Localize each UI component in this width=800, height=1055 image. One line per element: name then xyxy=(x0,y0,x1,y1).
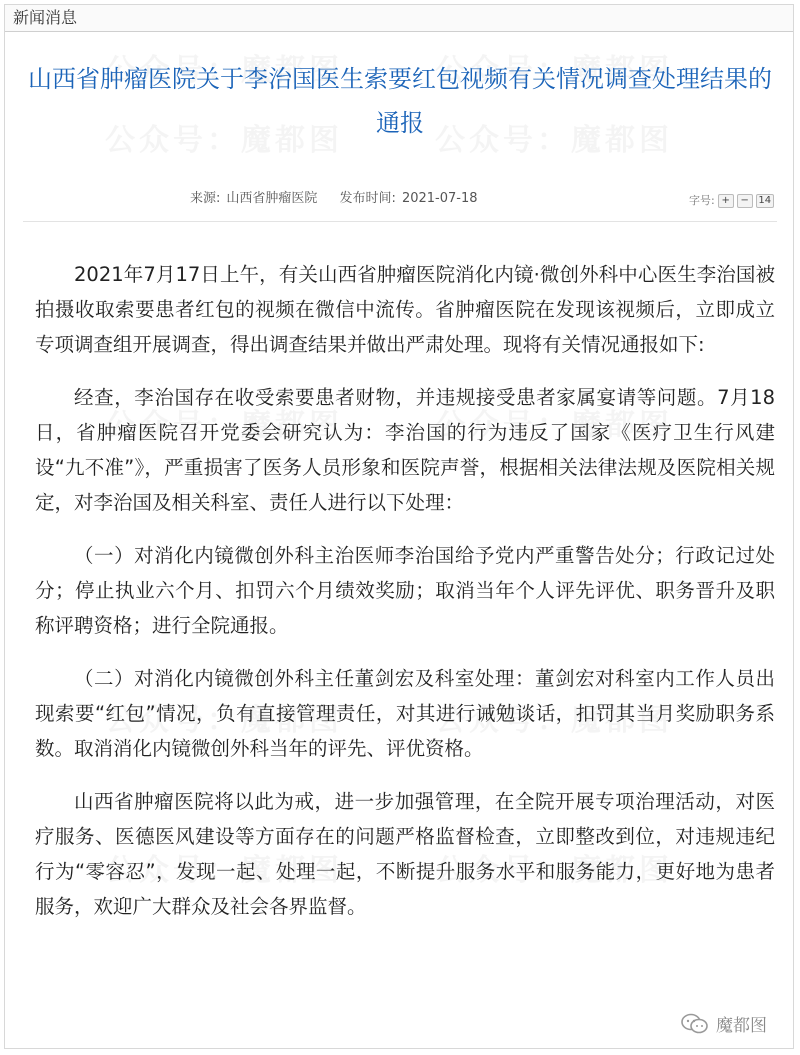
publish-label: 发布时间: xyxy=(339,191,396,206)
font-size-label: 字号: xyxy=(689,194,715,207)
font-size-value[interactable]: 14 xyxy=(756,194,774,208)
article-title: 山西省肿瘤医院关于李治国医生索要红包视频有关情况调查处理结果的通报 xyxy=(28,65,772,137)
font-decrease-button[interactable]: − xyxy=(737,194,753,208)
article-meta xyxy=(190,189,610,209)
font-increase-button[interactable]: + xyxy=(718,194,734,208)
source-label: 来源: xyxy=(190,191,221,206)
paragraph: 2021年7月17日上午，有关山西省肿瘤医院消化内镜·微创外科中心医生李治国被拍摄收取索要患者红包的视频在微信中流传。省肿瘤医院在发现该视频后，立即成立专项调查组开展调查，得出调查结果并做出严肃处理。现将有关情况通报如下: xyxy=(35,263,775,356)
font-size-control xyxy=(689,193,774,209)
paragraph: （一）对消化内镜微创外科主治医师李治国给予党内严重警告处分；行政记过处分；停止执业六个月、扣罚六个月绩效奖励；取消当年个人评先评优、职务晋升及职称评聘资格；进行全院通报。 xyxy=(35,544,775,637)
paragraph: （二）对消化内镜微创外科主任董剑宏及科室处理：董剑宏对科室内工作人员出现索要“红包”情况，负有直接管理责任，对其进行诫勉谈话，扣罚其当月奖励职务系数。取消消化内镜微创外科当年的评先、评优资格。 xyxy=(35,667,775,760)
footer-brand xyxy=(680,1011,767,1036)
section-tab-bar xyxy=(5,5,793,32)
footer-brand-text: 魔都图 xyxy=(716,1016,767,1036)
divider xyxy=(23,221,777,222)
paragraph: 山西省肿瘤医院将以此为戒，进一步加强管理，在全院开展专项治理活动，对医疗服务、医德医风建设等方面存在的问题严格监督检查，立即整改到位，对违规违纪行为“零容忍”，发现一起、处理一起，不断提升服务水平和服务能力，更好地为患者服务，欢迎广大群众及社会各界监督。 xyxy=(35,790,775,918)
publish-date: 2021-07-18 xyxy=(401,191,478,206)
paragraph: 经查，李治国存在收受索要患者财物，并违规接受患者家属宴请等问题。7月18日，省肿瘤医院召开党委会研究认为：李治国的行为违反了国家《医疗卫生行风建设“九不准”》，严重损害了医务人员形象和医院声誉，根据相关法律法规及医院相关规定，对李治国及相关科室、责任人进行以下处理： xyxy=(35,386,775,514)
article-frame xyxy=(4,4,794,1049)
source-value: 山西省肿瘤医院 xyxy=(226,191,318,206)
wechat-icon xyxy=(680,1013,710,1035)
article-body xyxy=(35,257,775,924)
section-tab-news[interactable]: 新闻消息 xyxy=(13,8,78,27)
